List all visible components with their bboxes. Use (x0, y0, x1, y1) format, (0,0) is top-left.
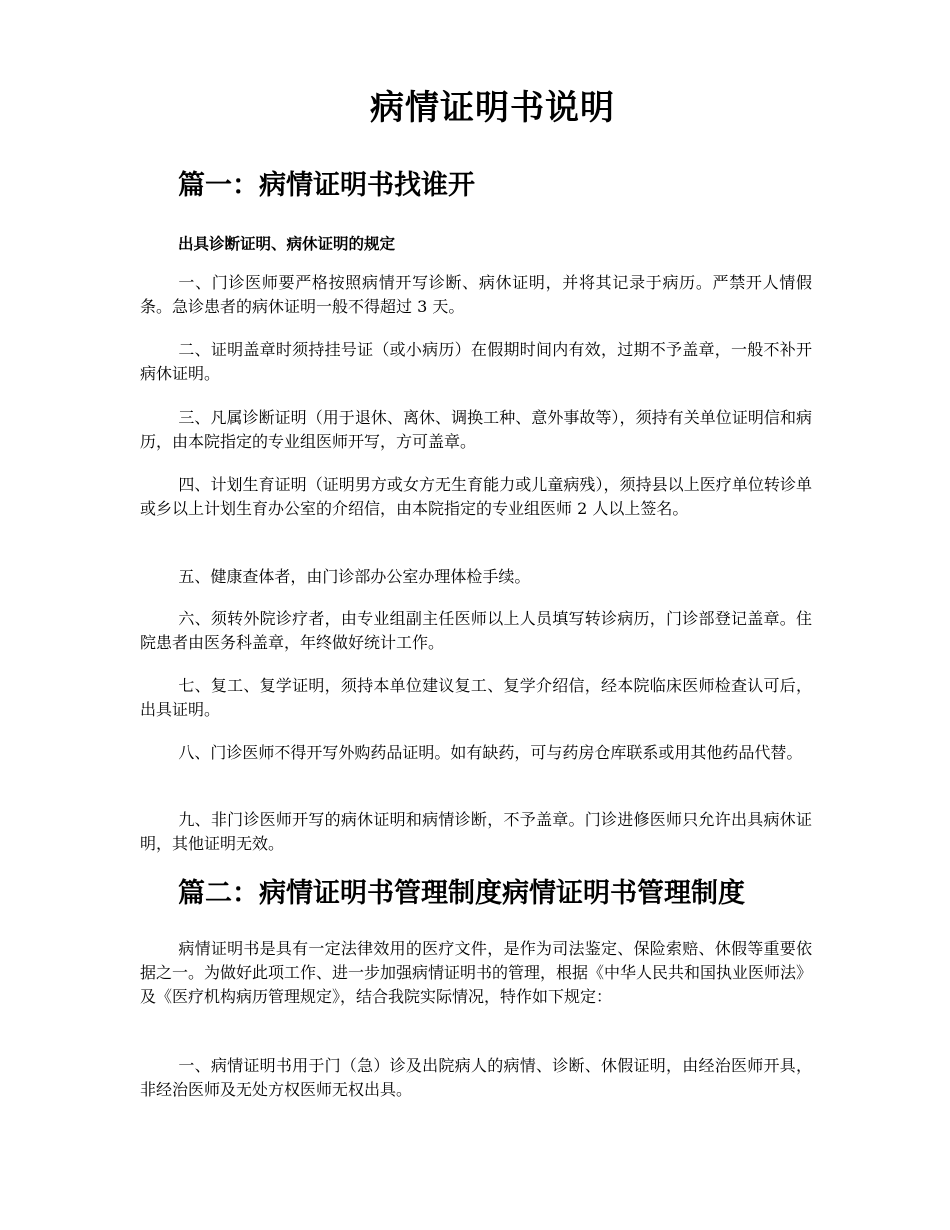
section-1-subheading: 出具诊断证明、病休证明的规定 (178, 234, 396, 253)
section-2-paragraph-1: 病情证明书是具有一定法律效用的医疗文件，是作为司法鉴定、保险索赔、休假等重要依据之一。为做好此项工作、进一步加强病情证明书的管理，根据《中华人民共和国执业医师法》及《医疗机构病历管理规定》，结合我院实际情况，特作如下规定： (140, 939, 813, 1006)
section-1-paragraph-6: 六、须转外院诊疗者，由专业组副主任医师以上人员填写转诊病历，门诊部登记盖章。住院患者由医务科盖章，年终做好统计工作。 (140, 609, 812, 652)
section-2-paragraph-2: 一、病情证明书用于门（急）诊及出院病人的病情、诊断、休假证明，由经治医师开具，非经治医师及无处方权医师无权出具。 (140, 1056, 812, 1099)
section-1-paragraph-9: 九、非门诊医师开写的病休证明和病情诊断，不予盖章。门诊进修医师只允许出具病休证明，其他证明无效。 (140, 810, 812, 853)
section-1-paragraph-1: 一、门诊医师要严格按照病情开写诊断、病休证明，并将其记录于病历。严禁开人情假条。急诊患者的病休证明一般不得超过 3 天。 (140, 273, 812, 316)
section-1-paragraph-2: 二、证明盖章时须持挂号证（或小病历）在假期时间内有效，过期不予盖章，一般不补开病休证明。 (140, 340, 812, 383)
section-1-paragraph-8: 八、门诊医师不得开写外购药品证明。如有缺药，可与药房仓库联系或用其他药品代替。 (178, 743, 803, 762)
section-1-heading: 篇一：病情证明书找谁开 (178, 170, 475, 201)
section-1-paragraph-4: 四、计划生育证明（证明男方或女方无生育能力或儿童病残），须持县以上医疗单位转诊单或乡以上计划生育办公室的介绍信，由本院指定的专业组医师 2 人以上签名。 (140, 475, 812, 518)
section-1-paragraph-3: 三、凡属诊断证明（用于退休、离休、调换工种、意外事故等），须持有关单位证明信和病历，由本院指定的专业组医师开写，方可盖章。 (140, 408, 812, 451)
document-title: 病情证明书说明 (370, 88, 615, 128)
section-2-heading: 篇二：病情证明书管理制度病情证明书管理制度 (178, 878, 745, 909)
section-1-paragraph-7: 七、复工、复学证明，须持本单位建议复工、复学介绍信，经本院临床医师检查认可后，出具证明。 (140, 676, 812, 719)
section-1-paragraph-5: 五、健康查体者，由门诊部办公室办理体检手续。 (178, 567, 531, 586)
